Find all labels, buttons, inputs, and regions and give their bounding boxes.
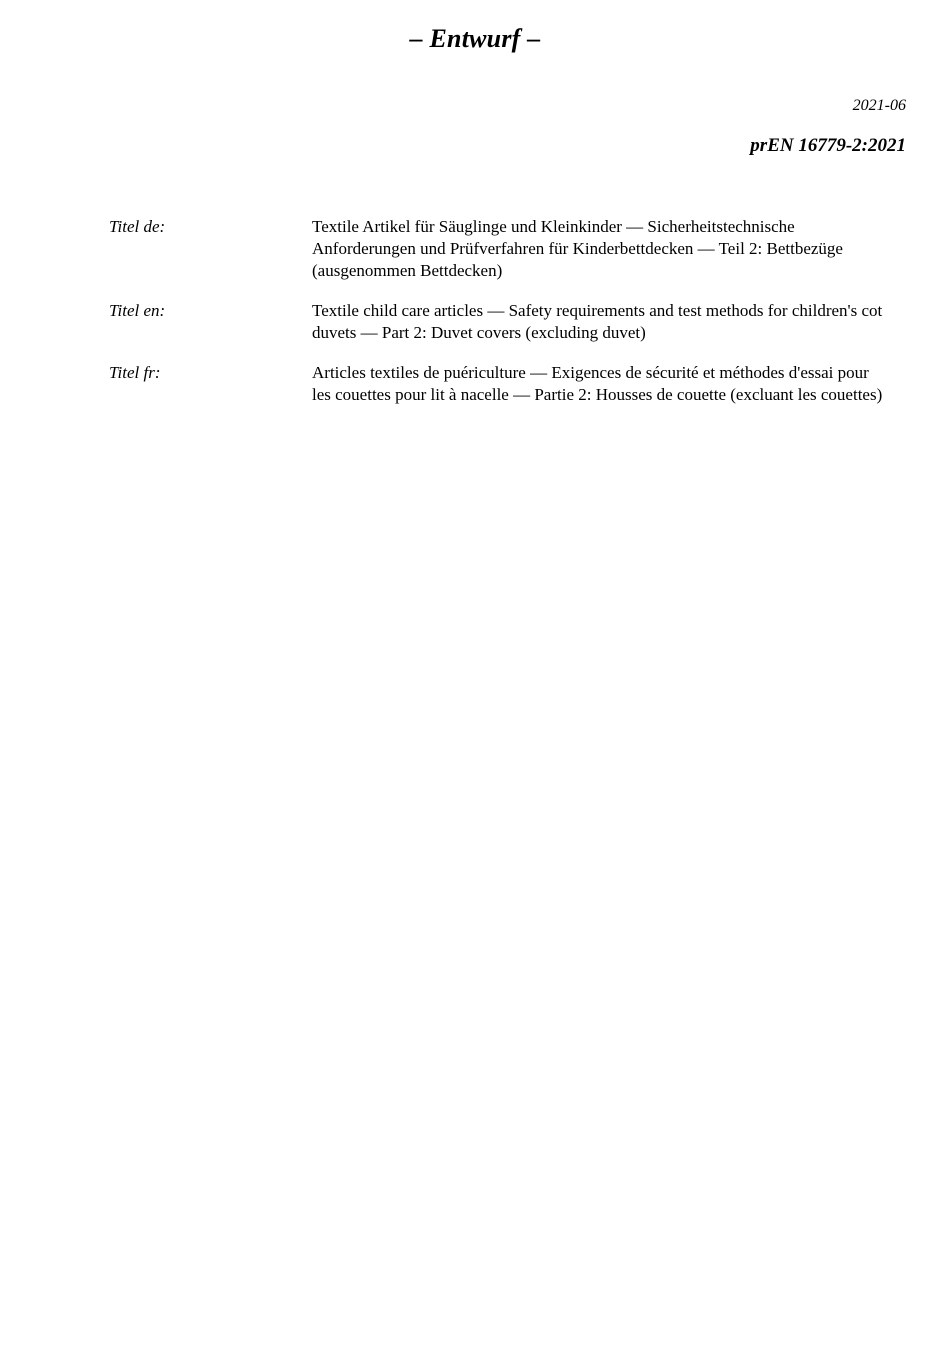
draft-title: – Entwurf –: [409, 24, 541, 53]
title-label-en: Titel en:: [109, 301, 166, 320]
title-list: [109, 216, 899, 424]
title-row-en: [109, 300, 899, 344]
title-label-fr: Titel fr:: [109, 363, 161, 382]
title-text-en: Textile child care articles — Safety requirements and test methods for children's cot duvets — Part 2: Duvet covers (excluding duvet): [312, 301, 883, 342]
title-row-fr: [109, 362, 899, 406]
title-text-de: Textile Artikel für Säuglinge und Kleinkinder — Sicherheitstechnische Anforderungen und Prüfverfahren für Kinderbettdecken — Teil 2: Bettbezüge (ausgenommen Bettdecken): [312, 217, 843, 280]
document-number: prEN 16779-2:2021: [750, 135, 906, 156]
title-text-fr: Articles textiles de puériculture — Exigences de sécurité et méthodes d'essai pour les couettes pour lit à nacelle — Partie 2: Housses de couette (excluant les couettes): [312, 363, 883, 404]
title-row-de: [109, 216, 899, 282]
title-label-de: Titel de:: [109, 217, 166, 236]
document-date: 2021-06: [852, 97, 906, 114]
